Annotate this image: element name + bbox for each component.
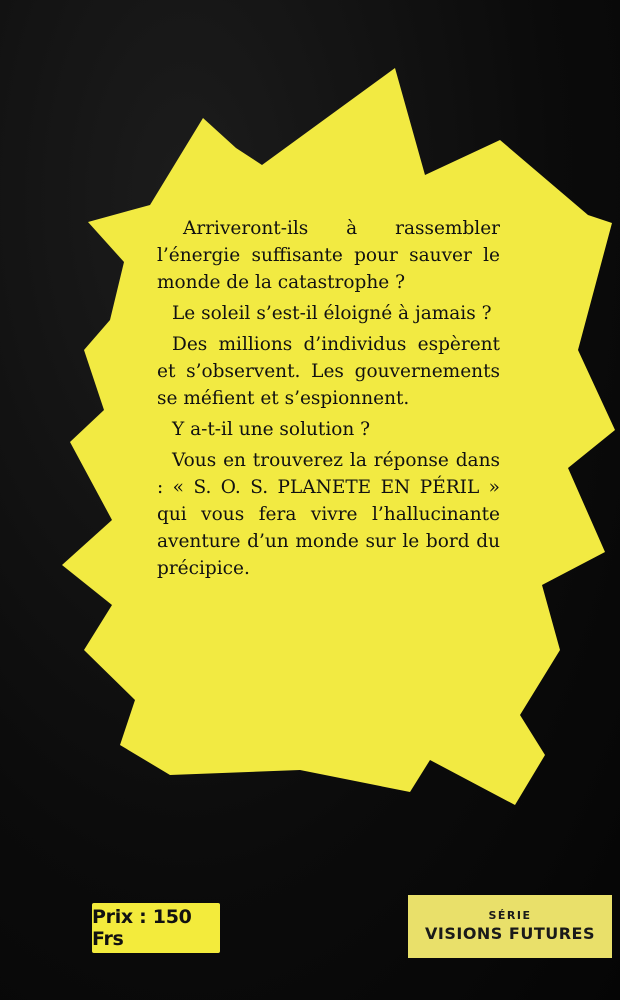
blurb-paragraph: Arriveront-ils à rassembler l’énergie suffisante pour sauver le monde de la catastrophe ? (157, 218, 500, 293)
blurb-paragraph: Le soleil s’est-il éloigné à jamais ? (172, 303, 492, 324)
blurb-paragraph: Y a-t-il une solution ? (172, 419, 371, 440)
blurb-paragraph: Vous en trouverez la réponse dans : « S. O. S. PLANETE EN PÉRIL » qui vous fera vivre l’hallucinante aventure d’un monde sur le bord du précipice. (157, 450, 500, 579)
series-label: SÉRIE (488, 908, 532, 922)
blurb-text (157, 215, 500, 586)
price-tag: Prix : 150 Frs (92, 903, 220, 953)
series-name: VISIONS FUTURES (425, 923, 595, 943)
series-tag (408, 895, 612, 958)
blurb-paragraph: Des millions d’individus espèrent et s’observent. Les gouvernements se méfient et s’espionnent. (157, 334, 500, 409)
